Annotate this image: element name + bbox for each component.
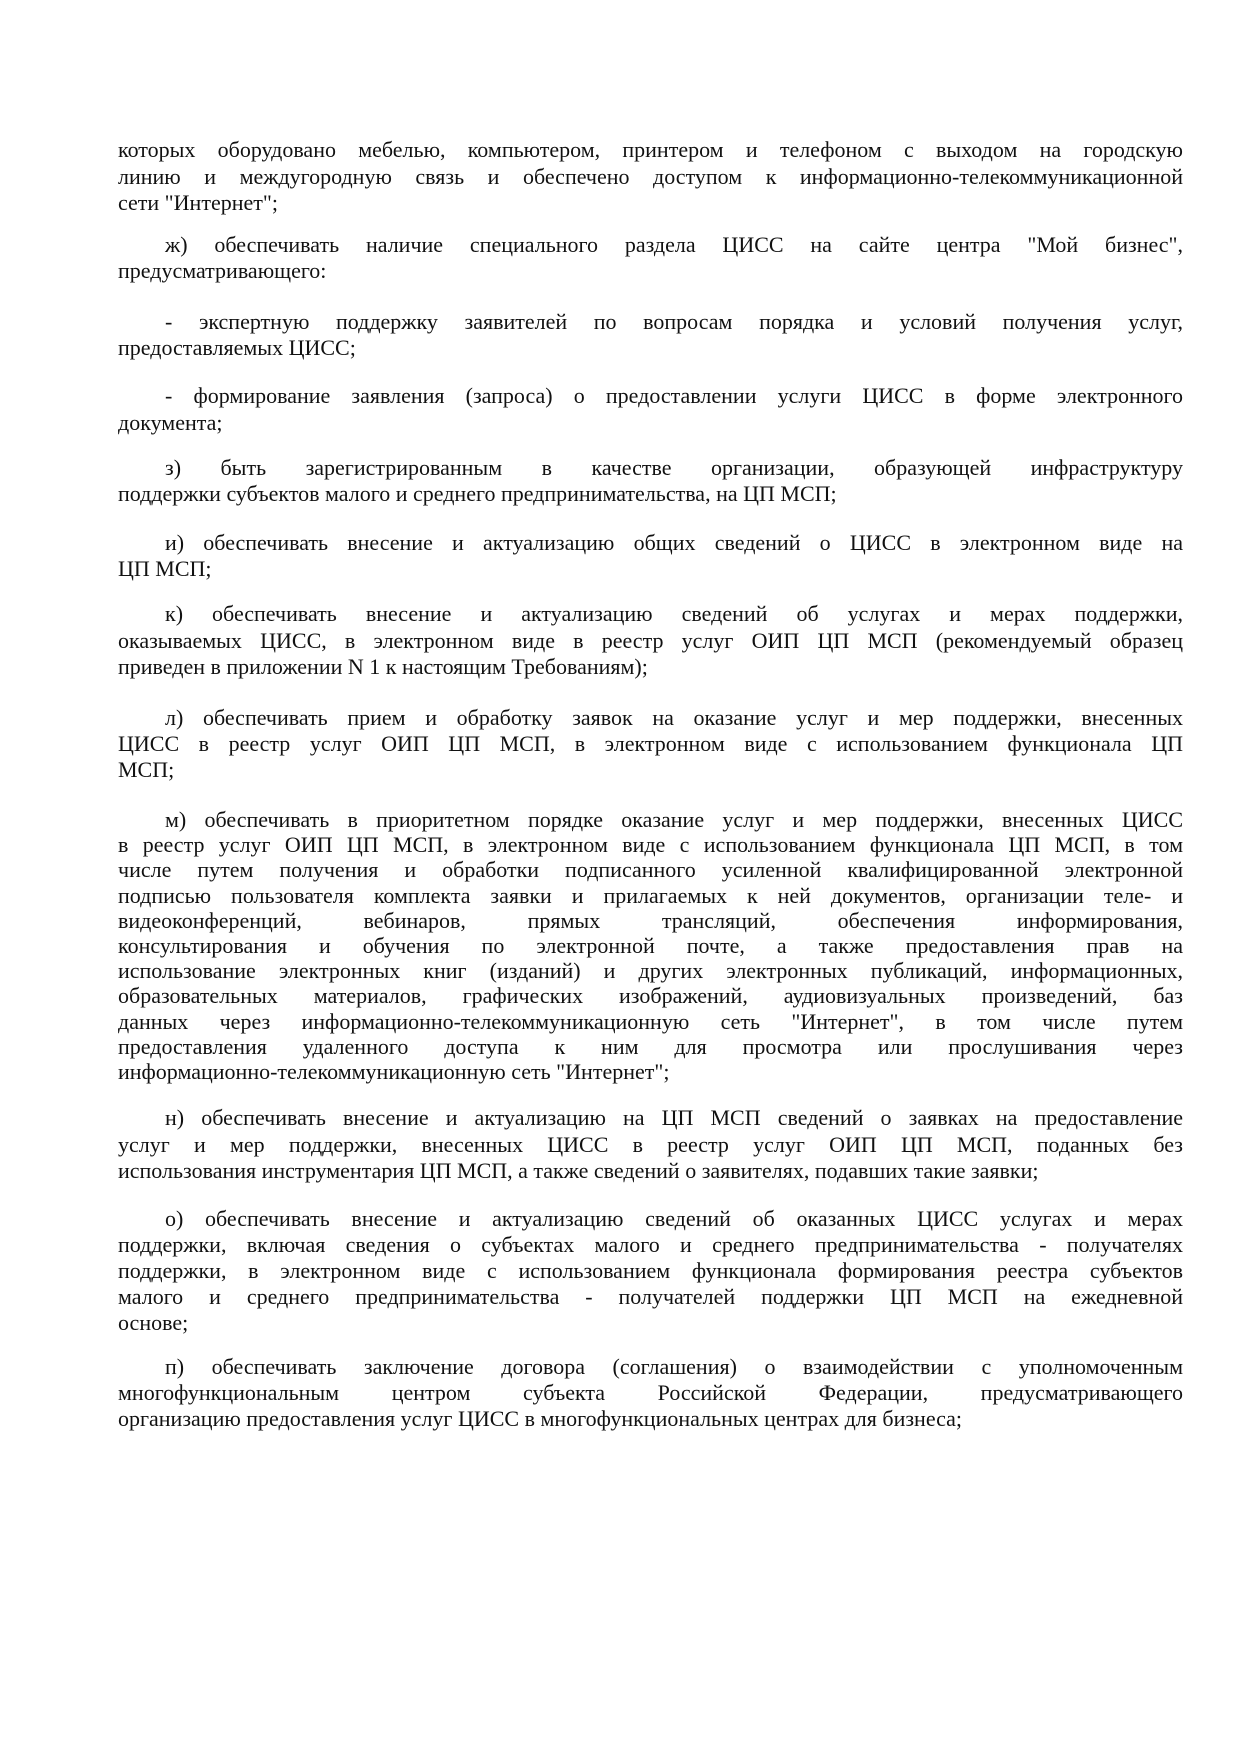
text-line: которых оборудовано мебелью, компьютером, принтером и телефоном с выходом на городскую xyxy=(118,137,1183,162)
text-line: з) быть зарегистрированным в качестве организации, образующей инфраструктуру xyxy=(165,455,1183,480)
text-line: п) обеспечивать заключение договора (соглашения) о взаимодействии с уполномоченным xyxy=(165,1354,1183,1379)
paragraph xyxy=(118,1354,1183,1432)
text-line: - формирование заявления (запроса) о предоставлении услуги ЦИСС в форме электронного xyxy=(165,383,1183,408)
text-line: услуг и мер поддержки, внесенных ЦИСС в реестр услуг ОИП ЦП МСП, поданных без xyxy=(118,1131,1183,1157)
text-line: информационно-телекоммуникационную сеть "Интернет"; xyxy=(118,1058,670,1084)
text-line: линию и междугородную связь и обеспечено доступом к информационно-телекоммуникационной xyxy=(118,163,1183,189)
text-line: оказываемых ЦИСС, в электронном виде в реестр услуг ОИП ЦП МСП (рекомендуемый образец xyxy=(118,627,1183,653)
text-line: организацию предоставления услуг ЦИСС в многофункциональных центрах для бизнеса; xyxy=(118,1406,963,1431)
text-line: поддержки субъектов малого и среднего предпринимательства, на ЦП МСП; xyxy=(118,481,837,506)
text-line: н) обеспечивать внесение и актуализацию на ЦП МСП сведений о заявках на предоставление xyxy=(165,1105,1183,1130)
text-line: ж) обеспечивать наличие специального раздела ЦИСС на сайте центра "Мой бизнес", xyxy=(165,232,1183,257)
text-line: поддержки, в электронном виде с использованием функционала формирования реестра субъектов xyxy=(118,1258,1183,1283)
text-line: использования инструментария ЦП МСП, а также сведений о заявителях, подавших такие заявки; xyxy=(118,1158,1039,1183)
text-line: предусматривающего: xyxy=(118,258,327,283)
text-line: числе путем получения и обработки подписанного усиленной квалифицированной электронной xyxy=(118,857,1183,883)
paragraph xyxy=(118,530,1183,582)
text-line: ЦИСС в реестр услуг ОИП ЦП МСП, в электронном виде с использованием функционала ЦП xyxy=(118,731,1183,756)
paragraph xyxy=(118,455,1183,507)
paragraph xyxy=(118,705,1183,783)
text-line: предоставляемых ЦИСС; xyxy=(118,335,356,360)
text-line: л) обеспечивать прием и обработку заявок на оказание услуг и мер поддержки, внесенных xyxy=(165,705,1183,730)
text-line: консультирования и обучения по электронной почте, а также предоставления прав на xyxy=(118,932,1183,958)
text-line: м) обеспечивать в приоритетном порядке оказание услуг и мер поддержки, внесенных ЦИСС xyxy=(165,807,1183,832)
text-line: документа; xyxy=(118,409,223,435)
text-line: о) обеспечивать внесение и актуализацию сведений об оказанных ЦИСС услугах и мерах xyxy=(165,1206,1183,1231)
text-line: образовательных материалов, графических изображений, аудиовизуальных произведений, баз xyxy=(118,983,1183,1009)
text-line: малого и среднего предпринимательства - получателей поддержки ЦП МСП на ежедневной xyxy=(118,1284,1183,1309)
text-line: - экспертную поддержку заявителей по вопросам порядка и условий получения услуг, xyxy=(165,309,1183,334)
paragraph xyxy=(118,309,1183,361)
text-line: и) обеспечивать внесение и актуализацию общих сведений о ЦИСС в электронном виде на xyxy=(165,530,1183,555)
text-line: данных через информационно-телекоммуникационную сеть "Интернет", в том числе путем xyxy=(118,1008,1183,1034)
text-line: приведен в приложении N 1 к настоящим Требованиям); xyxy=(118,654,648,679)
text-line: основе; xyxy=(118,1310,189,1335)
paragraph xyxy=(118,137,1183,217)
text-line: предоставления удаленного доступа к ним для просмотра или прослушивания через xyxy=(118,1033,1183,1059)
paragraph xyxy=(118,1206,1183,1336)
text-line: многофункциональным центром субъекта Российской Федерации, предусматривающего xyxy=(118,1380,1183,1405)
paragraph xyxy=(118,232,1183,284)
text-line: поддержки, включая сведения о субъектах малого и среднего предпринимательства - получателях xyxy=(118,1232,1183,1257)
text-line: подписью пользователя комплекта заявки и прилагаемых к ней документов, организации теле- и xyxy=(118,882,1183,908)
text-line: использование электронных книг (изданий) и других электронных публикаций, информационных, xyxy=(118,958,1183,984)
text-line: сети "Интернет"; xyxy=(118,190,278,215)
text-line: в реестр услуг ОИП ЦП МСП, в электронном виде с использованием функционала ЦП МСП, в том xyxy=(118,832,1183,858)
paragraph xyxy=(118,383,1183,436)
text-line: к) обеспечивать внесение и актуализацию сведений об услугах и мерах поддержки, xyxy=(165,601,1183,626)
paragraph xyxy=(118,601,1183,681)
text-line: ЦП МСП; xyxy=(118,556,212,581)
paragraph xyxy=(118,1105,1183,1185)
text-line: МСП; xyxy=(118,757,175,782)
text-line: видеоконференций, вебинаров, прямых трансляций, обеспечения информирования, xyxy=(118,907,1183,933)
paragraph xyxy=(118,807,1183,1084)
